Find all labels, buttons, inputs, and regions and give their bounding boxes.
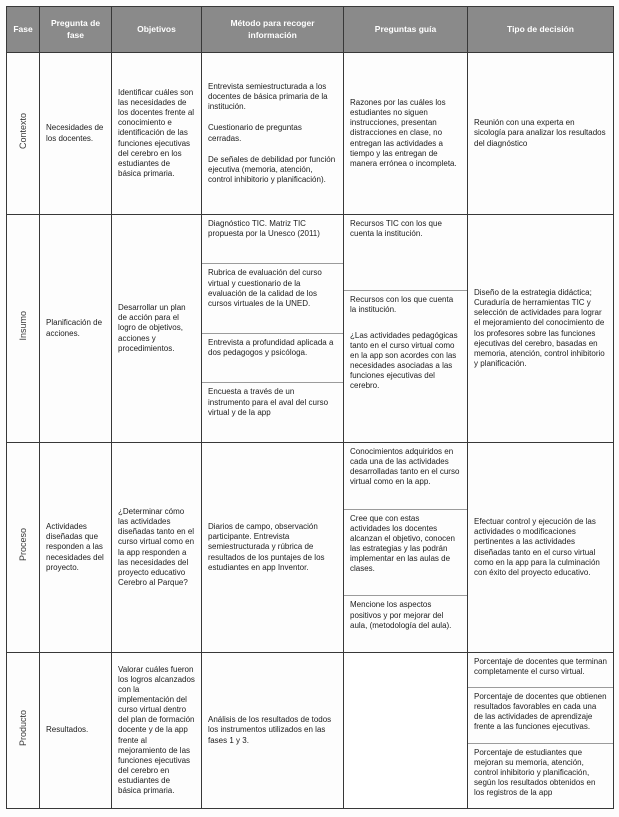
table-header-row xyxy=(7,7,614,53)
cell-insumo-decision: Diseño de la estrategia didáctica; Curaduría de herramientas TIC y selección de actividades para lograr el mejoramiento del conocimiento de los profesores sobre las funciones ejecutivas del cerebro, basadas en memoria, atención, control inhibitorio y planificación. xyxy=(468,215,614,443)
header-col-fase: Fase xyxy=(7,7,40,53)
cell-insumo-pregunta: Planificación de acciones. xyxy=(40,215,112,443)
paragraph: Cree que con estas actividades los docentes alcanzan el objetivo, conocen las estrategias y las podrán implementar en las aulas de clases. xyxy=(350,513,455,574)
cell-proceso-objetivos: ¿Determinar cómo las actividades diseñadas tanto en el curso virtual como en la app responden a las necesidades del proyecto educativo Cerebro al Parque? xyxy=(112,443,202,653)
paragraph: Rubrica de evaluación del curso virtual y cuestionario de la evaluación de la calidad de los cursos virtuales de la UNED. xyxy=(208,268,322,308)
subcell xyxy=(344,596,467,652)
paragraph: Conocimientos adquiridos en cada una de las actividades desarrolladas tanto en el curso virtual como en la app. xyxy=(350,447,460,487)
subcell xyxy=(202,334,343,383)
cell-producto-objetivos: Valorar cuáles fueron los logros alcanzados con la implementación del curso virtual dentro del plan de formación docente y de la app frente al mejoramiento de las funciones ejecutivas del cerebro en estudiantes de básica primaria. xyxy=(112,653,202,809)
paragraph: Diagnóstico TIC. Matriz TIC propuesta por la Unesco (2011) xyxy=(208,219,320,239)
fase-label-producto: Producto xyxy=(18,709,28,747)
paragraph: Cuestionario de preguntas cerradas. xyxy=(208,123,302,143)
row-contexto xyxy=(7,53,614,215)
cell-insumo-metodo xyxy=(202,215,344,443)
cell-contexto-objetivos: Identificar cuáles son las necesidades de los docentes frente al conocimiento e identificación de las funciones ejecutivas del cerebro en los estudiantes de básica primaria. xyxy=(112,53,202,215)
fase-label-proceso: Proceso xyxy=(18,528,28,562)
cell-producto-fase xyxy=(7,653,40,809)
fase-label-insumo: Insumo xyxy=(18,311,28,341)
subcell xyxy=(468,653,613,688)
subcell xyxy=(202,264,343,334)
paragraph: Entrevista a profundidad aplicada a dos pedagogos y psicóloga. xyxy=(208,338,334,358)
row-proceso xyxy=(7,443,614,653)
paragraph: Porcentaje de docentes que obtienen resultados favorables en cada una de las actividades de aprendizaje frente a las funciones ejecutivas. xyxy=(474,692,607,732)
subcell xyxy=(344,215,467,291)
paragraph: Recursos con los que cuenta la institución. xyxy=(350,294,454,314)
cell-proceso-pregunta: Actividades diseñadas que responden a las necesidades del proyecto. xyxy=(40,443,112,653)
subcell xyxy=(202,215,343,264)
cell-producto-decision xyxy=(468,653,614,809)
subcell xyxy=(468,744,613,808)
paragraph: Porcentaje de estudiantes que mejoran su memoria, atención, control inhibitorio y planificación, según los resultados obtenidos en los registros de la app xyxy=(474,747,596,797)
cell-contexto-preguntas: Razones por las cuáles los estudiantes no siguen instrucciones, presentan distracciones en clase, no entregan las actividades a tiempo y las entregan de manera errónea o incompleta. xyxy=(344,53,468,215)
cell-insumo-objetivos: Desarrollar un plan de acción para el logro de objetivos, acciones y procedimientos. xyxy=(112,215,202,443)
subcell xyxy=(468,688,613,743)
paragraph: Mencione los aspectos positivos y por mejorar del aula, (metodología del aula). xyxy=(350,600,452,630)
paragraph: De señales de debilidad por función ejecutiva (memoria, atención, control inhibitorio y planificación). xyxy=(208,154,336,184)
paragraph: ¿Las actividades pedagógicas tanto en el curso virtual como en la app son acordes con las necesidades asociadas a las funciones ejecutivas del cerebro. xyxy=(350,330,458,391)
cell-producto-preguntas-empty xyxy=(344,653,468,809)
paragraph: Encuesta a través de un instrumento para el aval del curso virtual y de la app xyxy=(208,387,329,417)
subcell xyxy=(344,443,467,510)
paragraph: Recursos TIC con los que cuenta la institución. xyxy=(350,219,442,239)
cell-proceso-preguntas xyxy=(344,443,468,653)
subcell-stack xyxy=(468,653,613,808)
subcell xyxy=(202,383,343,442)
subcell-stack xyxy=(344,443,467,652)
cell-contexto-metodo xyxy=(202,53,344,215)
evaluation-table xyxy=(6,6,614,809)
header-col-objetivos: Objetivos xyxy=(112,7,202,53)
cell-producto-pregunta: Resultados. xyxy=(40,653,112,809)
cell-proceso-metodo: Diarios de campo, observación participante. Entrevista semiestructurada y rúbrica de resultados de los puntajes de los estudiantes en app Inventor. xyxy=(202,443,344,653)
header-col-tipo-de-decision: Tipo de decisión xyxy=(468,7,614,53)
header-col-pregunta-de-fase: Pregunta de fase xyxy=(40,7,112,53)
cell-contexto-pregunta: Necesidades de los docentes. xyxy=(40,53,112,215)
cell-proceso-decision: Efectuar control y ejecución de las actividades o modificaciones pertinentes a las actividades diseñadas tanto en el curso virtual como en la app para la culminación con éxito del proyecto educativo. xyxy=(468,443,614,653)
row-producto xyxy=(7,653,614,809)
subcell xyxy=(344,291,467,442)
subcell-stack xyxy=(202,215,343,442)
cell-insumo-fase xyxy=(7,215,40,443)
paragraph: Porcentaje de docentes que terminan completamente el curso virtual. xyxy=(474,657,607,677)
cell-insumo-preguntas xyxy=(344,215,468,443)
header-col-preguntas-guia: Preguntas guía xyxy=(344,7,468,53)
subcell xyxy=(344,510,467,597)
cell-contexto-fase xyxy=(7,53,40,215)
row-insumo xyxy=(7,215,614,443)
subcell-stack xyxy=(344,215,467,442)
cell-proceso-fase xyxy=(7,443,40,653)
paragraph: Entrevista semiestructurada a los docentes de básica primaria de la institución. xyxy=(208,82,328,112)
paragraph-group xyxy=(202,77,343,190)
cell-producto-metodo: Análisis de los resultados de todos los instrumentos utilizados en las fases 1 y 3. xyxy=(202,653,344,809)
cell-contexto-decision: Reunión con una experta en sicología para analizar los resultados del diagnóstico xyxy=(468,53,614,215)
fase-label-contexto: Contexto xyxy=(18,112,28,150)
header-col-metodo: Método para recoger información xyxy=(202,7,344,53)
